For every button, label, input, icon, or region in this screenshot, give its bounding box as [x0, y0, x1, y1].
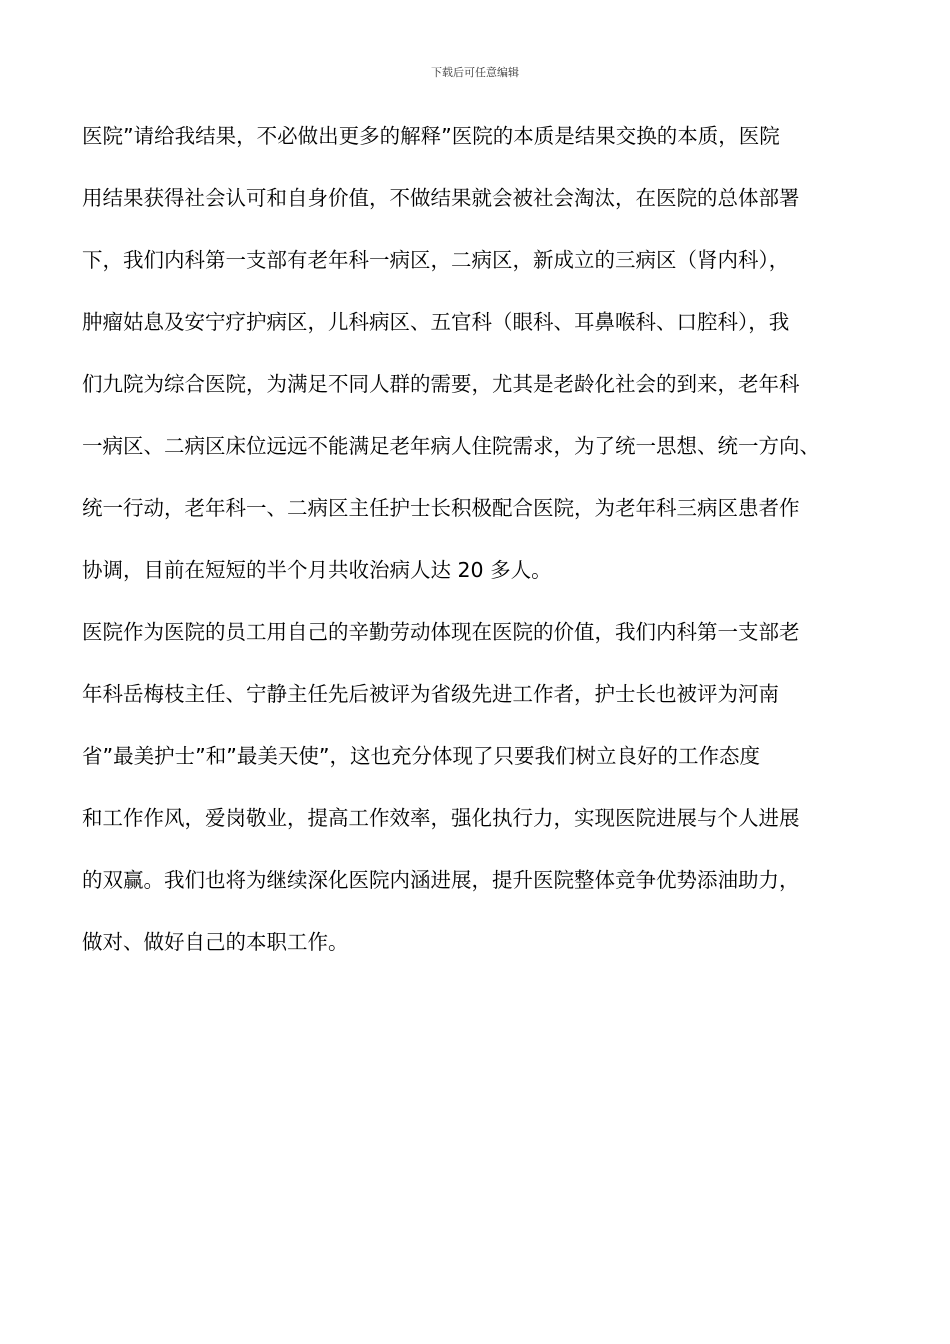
text-line: 们九院为综合医院，为满足不同人群的需要，尤其是老龄化社会的到来，老年科	[82, 372, 800, 396]
document-body	[82, 118, 882, 986]
text-line: 下，我们内科第一支部有老年科一病区，二病区，新成立的三病区（肾内科），	[82, 248, 790, 272]
header-note: 下载后可任意编辑	[431, 66, 519, 79]
text-line: 一病区、二病区床位远远不能满足老年病人住院需求，为了统一思想、统一方向、	[82, 434, 820, 458]
text-line: 省”最美护士”和”最美天使”，这也充分体现了只要我们树立良好的工作态度	[82, 744, 760, 768]
text-line: 和工作作风，爱岗敬业，提高工作效率，强化执行力，实现医院进展与个人进展	[82, 806, 800, 830]
text-line: 的双赢。我们也将为继续深化医院内涵进展，提升医院整体竞争优势添油助力，	[82, 868, 800, 892]
text-line: 医院作为医院的员工用自己的辛勤劳动体现在医院的价值，我们内科第一支部老	[82, 620, 800, 644]
text-line: 用结果获得社会认可和自身价值，不做结果就会被社会淘汰，在医院的总体部署	[82, 186, 800, 210]
text-line: 协调，目前在短短的半个月共收治病人达 20 多人。	[82, 558, 552, 582]
text-line: 医院”请给我结果，不必做出更多的解释”医院的本质是结果交换的本质，医院	[82, 124, 780, 148]
text-line: 年科岳梅枝主任、宁静主任先后被评为省级先进工作者，护士长也被评为河南	[82, 682, 779, 706]
text-line: 统一行动，老年科一、二病区主任护士长积极配合医院，为老年科三病区患者作	[82, 496, 800, 520]
text-line: 肿瘤姑息及安宁疗护病区，儿科病区、五官科（眼科、耳鼻喉科、口腔科），我	[82, 310, 790, 334]
text-line: 做对、做好自己的本职工作。	[82, 930, 349, 954]
